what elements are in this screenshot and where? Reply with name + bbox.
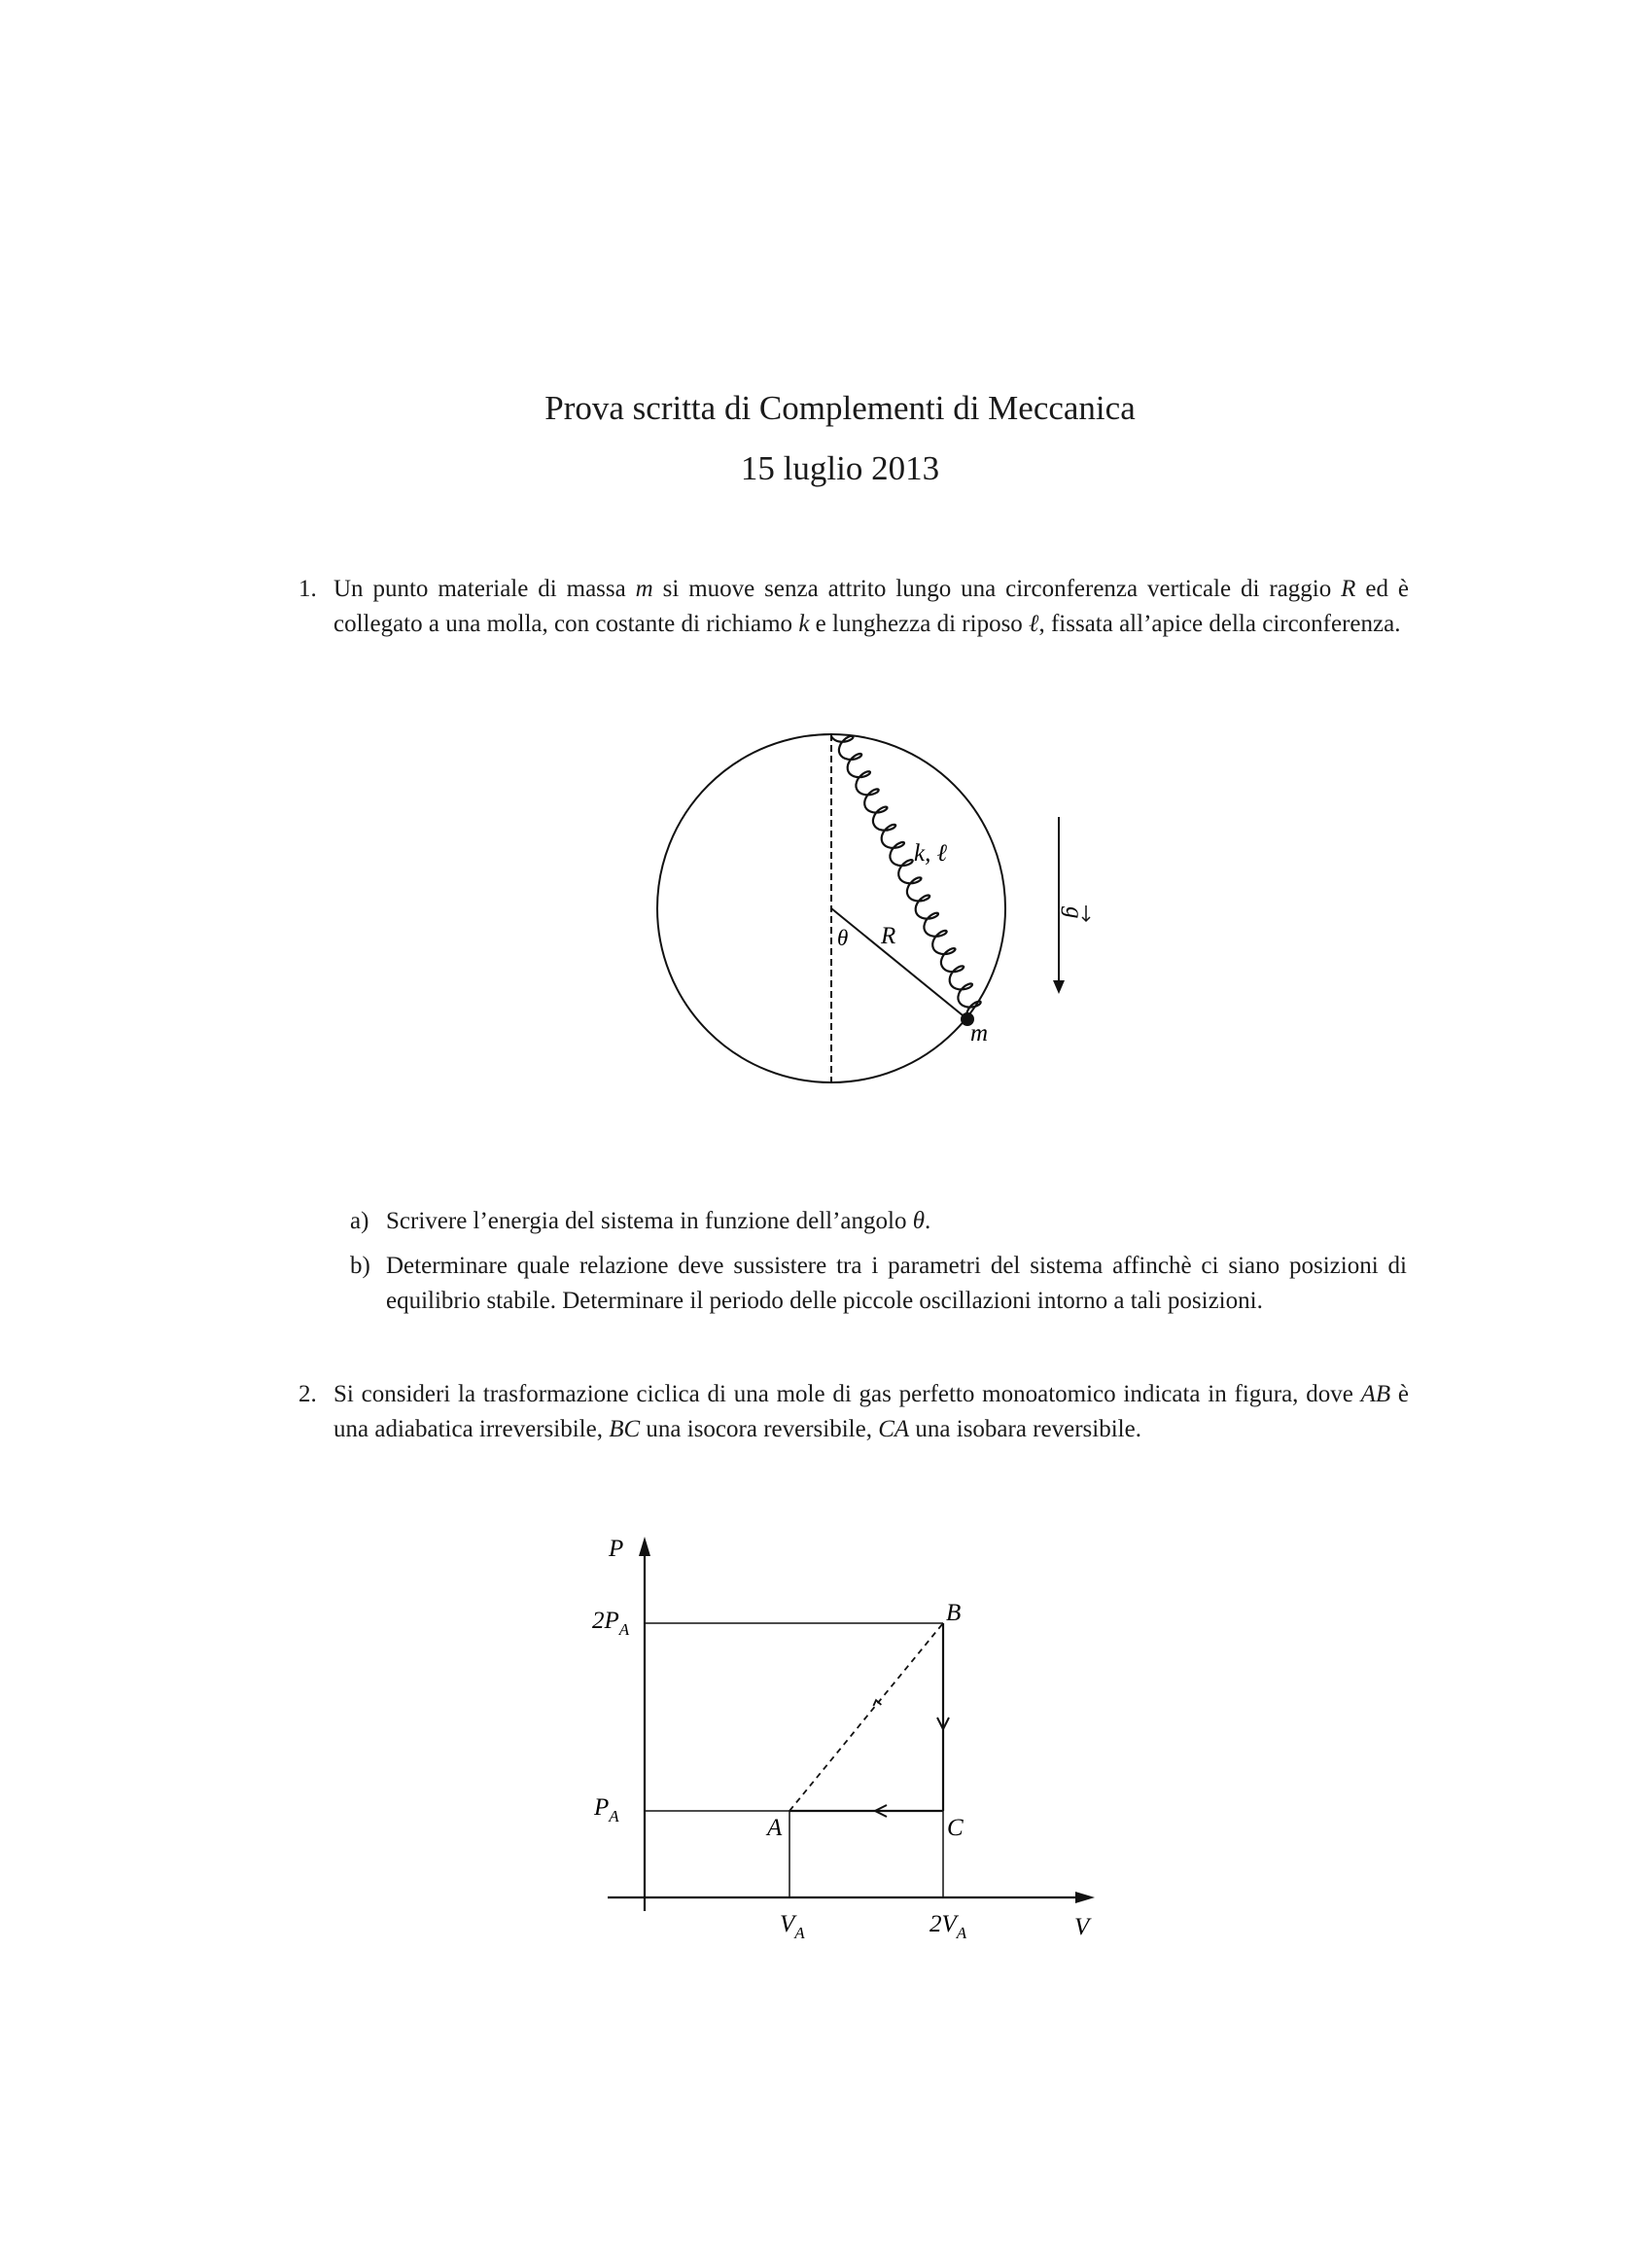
problem-2-text: Si consideri la trasformazione ciclica di una mole di gas perfetto monoatomico indicata in figura, dove AB è una adiabatica irreversibile, BC una isocora reversibile, CA una isobara reversibile.	[333, 1381, 1409, 1442]
part-a-label: a)	[350, 1208, 369, 1234]
label-angle: θ	[837, 926, 849, 950]
p-axis-arrowhead	[639, 1537, 650, 1556]
point-label-a: A	[767, 1815, 783, 1841]
page-title: Prova scritta di Complementi di Meccanica	[544, 389, 1136, 427]
point-label-c: C	[947, 1815, 964, 1841]
tick-label-va: $V_A$	[780, 1911, 805, 1942]
part-b-text: Determinare quale relazione deve sussistere tra i parametri del sistema affinchè ci siano posizioni di equilibrio stabile. Determinare il periodo delle piccole oscillazioni intorno a tali posizioni.	[386, 1253, 1407, 1314]
problem-2-number: 2.	[298, 1381, 317, 1407]
tick-label-2va: $2V_A$	[929, 1911, 967, 1942]
label-mass: m	[970, 1020, 989, 1046]
tick-label-pa: $P_A$	[594, 1794, 619, 1825]
label-gravity: g	[1061, 906, 1087, 919]
part-a-text: Scrivere l’energia del sistema in funzione dell’angolo θ.	[386, 1208, 931, 1234]
label-spring: k, ℓ	[914, 840, 948, 867]
axis-label-v: V	[1074, 1914, 1090, 1940]
tick-label-2pa: $2P_A$	[592, 1608, 630, 1639]
point-label-b: B	[946, 1600, 962, 1626]
part-b-label: b)	[350, 1253, 370, 1279]
problem-1-number: 1.	[298, 576, 317, 602]
v-axis-arrowhead	[1075, 1892, 1095, 1903]
axis-label-p: P	[609, 1536, 624, 1562]
label-radius: R	[881, 923, 896, 949]
process-ab	[789, 1623, 943, 1811]
exam-date: 15 luglio 2013	[740, 449, 940, 487]
problem-1-text: Un punto materiale di massa m si muove senza attrito lungo una circonferenza verticale di raggio R ed è collegato a una molla, con costante di richiamo k e lunghezza di riposo ℓ, fissata all’apice della circonferenza.	[333, 576, 1409, 637]
